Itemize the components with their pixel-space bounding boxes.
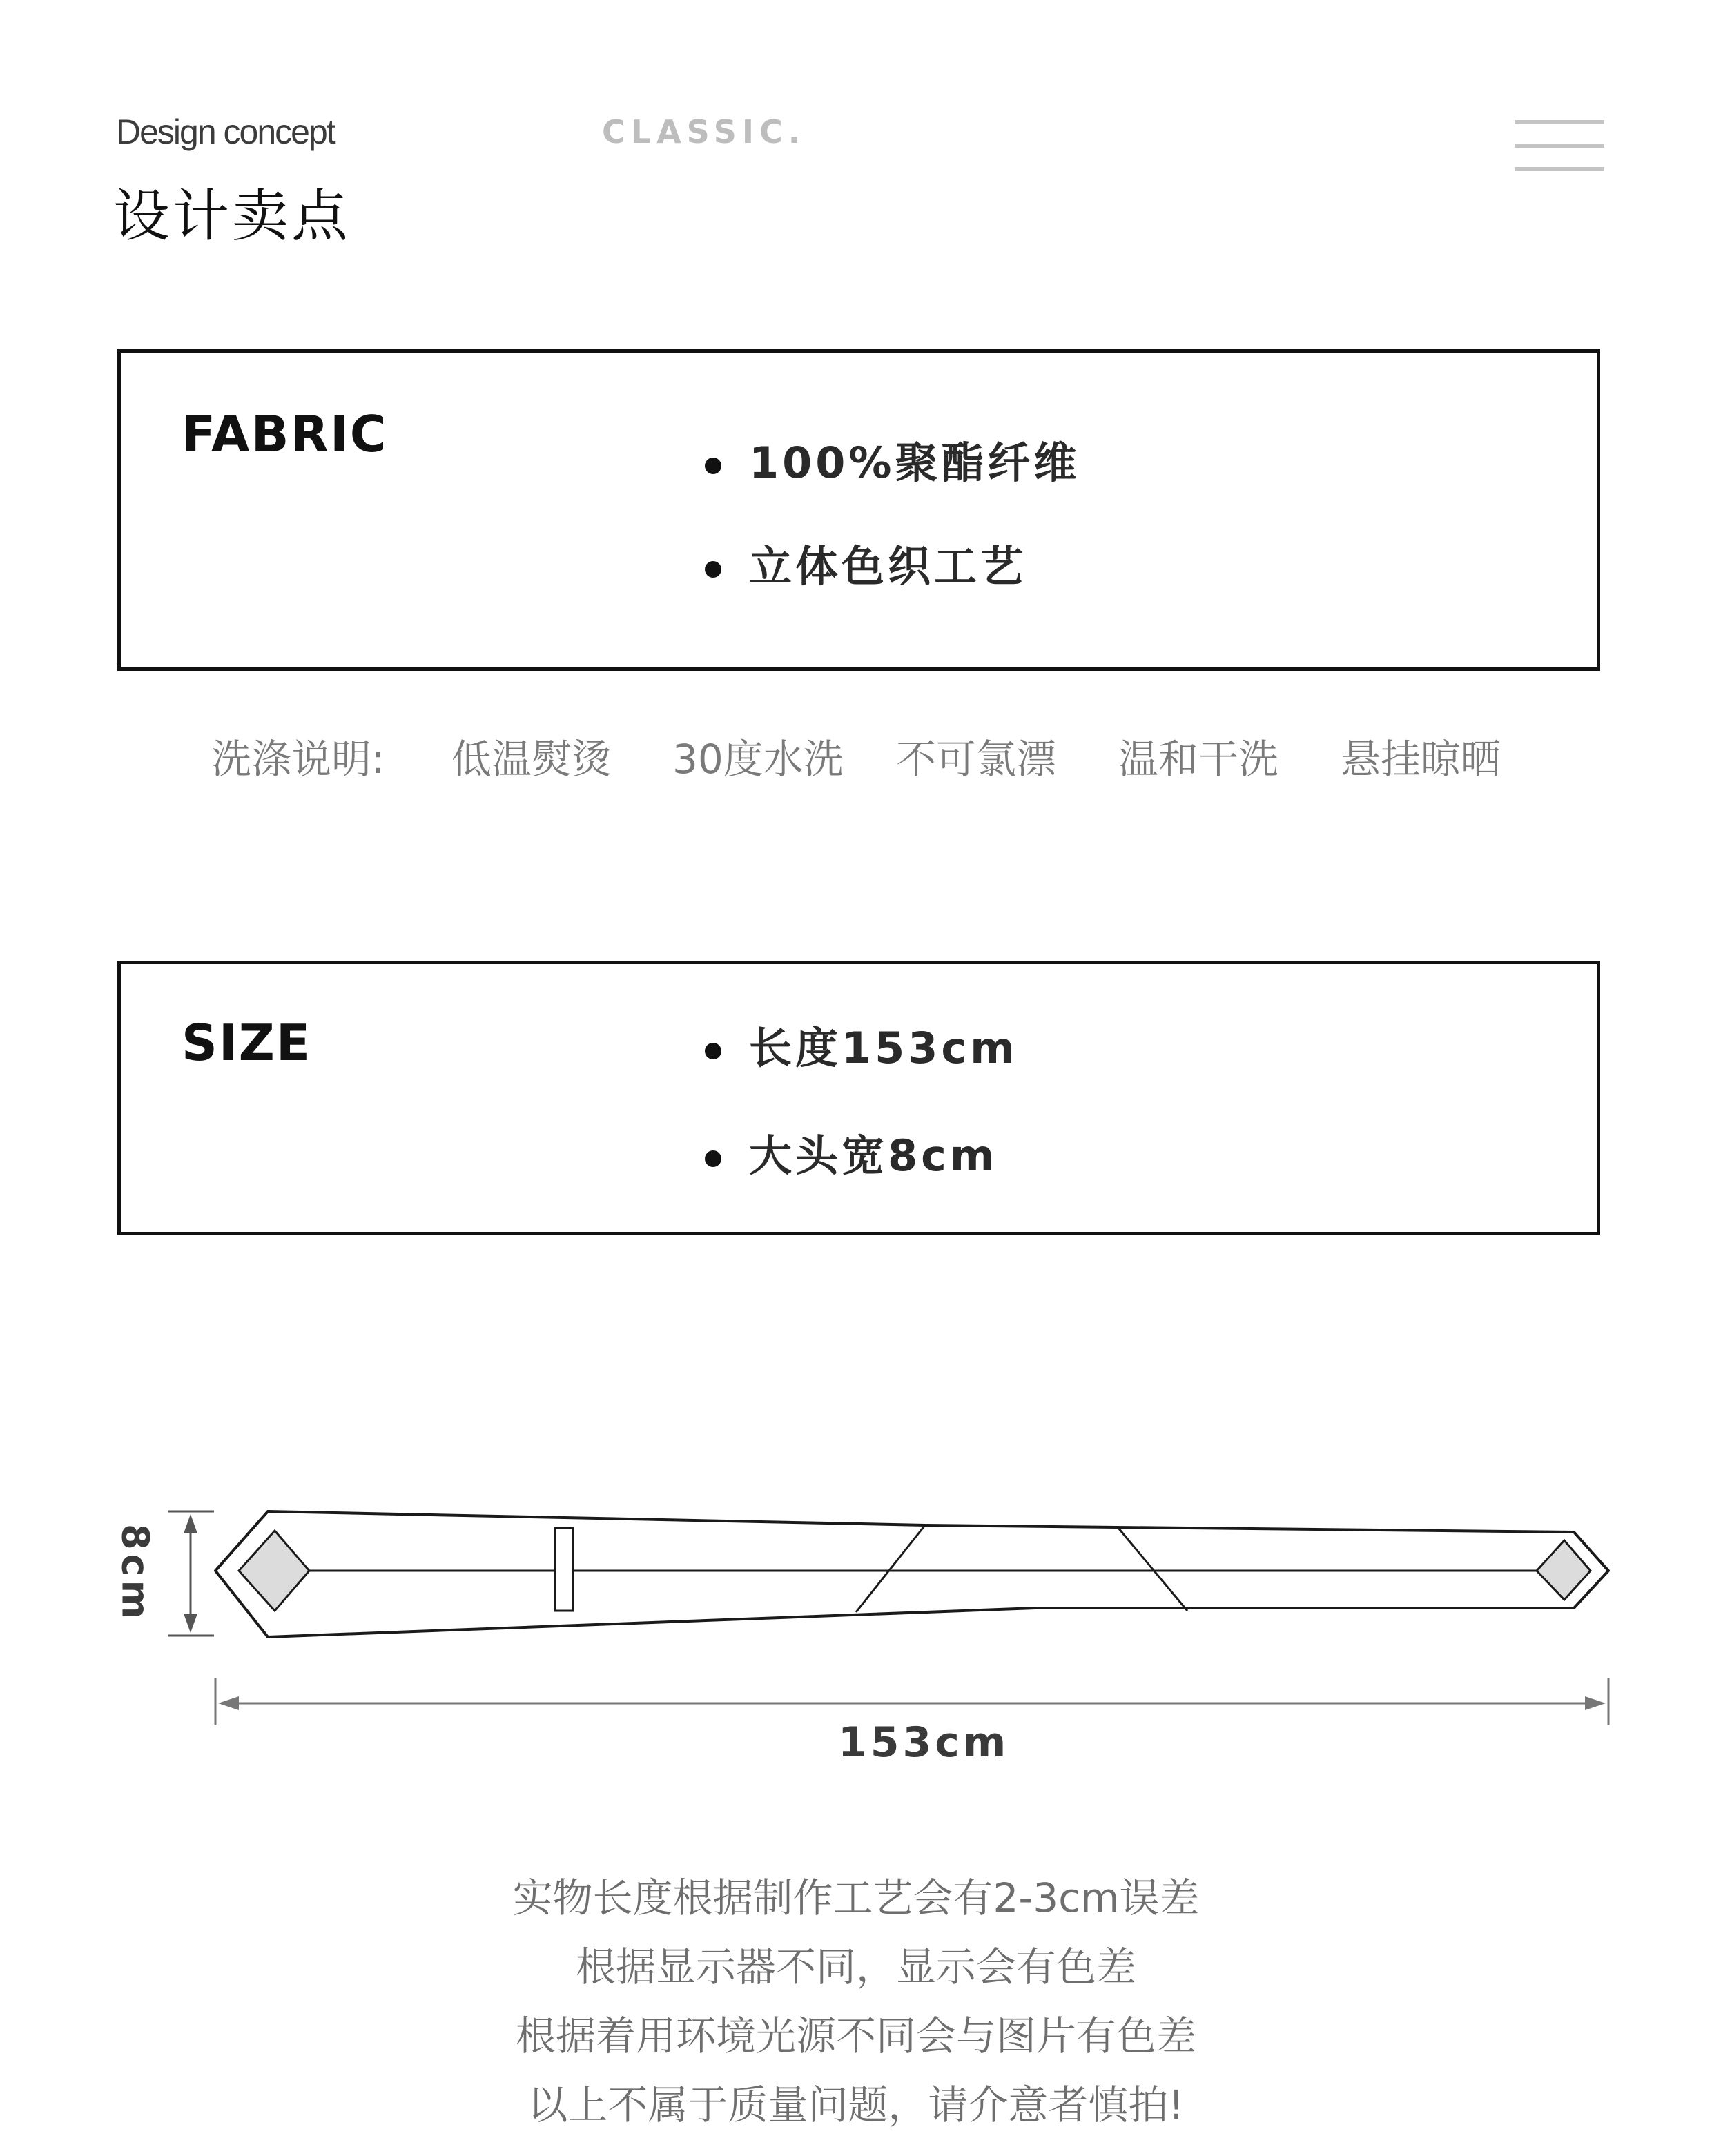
fabric-heading: FABRIC <box>182 405 388 463</box>
section-subtitle: Design concept <box>116 112 335 151</box>
care-item: 不可氯漂 <box>896 736 1057 783</box>
size-list <box>705 1022 1018 1182</box>
size-item <box>705 1022 1018 1075</box>
care-instructions <box>0 732 1712 787</box>
fabric-box <box>117 349 1600 671</box>
tie-keeper-loop <box>555 1528 573 1611</box>
size-item-text: 长度153cm <box>749 1023 1018 1073</box>
disclaimer-notes <box>0 1863 1712 2139</box>
tie-outline <box>215 1511 1608 1637</box>
size-box <box>117 961 1600 1235</box>
section-title: 设计卖点 <box>113 184 351 249</box>
bullet-icon <box>705 1043 721 1059</box>
bullet-icon <box>705 458 721 474</box>
note-line: 以上不属于质量问题，请介意者慎拍! <box>527 2081 1185 2128</box>
fabric-item <box>705 540 1080 593</box>
diagram-width-label: 8cm <box>113 1524 157 1623</box>
size-heading: SIZE <box>182 1014 312 1072</box>
menu-icon <box>1515 120 1604 171</box>
fabric-item <box>705 437 1080 489</box>
care-label: 洗涤说明: <box>211 736 385 783</box>
note-line: 根据显示器不同，显示会有色差 <box>575 1943 1136 1990</box>
brand-label: CLASSIC. <box>602 113 806 150</box>
note-line: 实物长度根据制作工艺会有2-3cm误差 <box>512 1874 1200 1921</box>
fabric-item-text: 100%聚酯纤维 <box>749 438 1080 488</box>
size-item <box>705 1130 1018 1182</box>
width-dimension-line <box>168 1511 214 1636</box>
size-item-text: 大头宽8cm <box>749 1130 998 1181</box>
fabric-list <box>705 437 1080 593</box>
bullet-icon <box>705 561 721 578</box>
diagram-length-label: 153cm <box>838 1718 1010 1767</box>
care-item: 低温熨烫 <box>451 736 612 783</box>
care-item: 温和干洗 <box>1118 736 1279 783</box>
fabric-item-text: 立体色织工艺 <box>749 541 1027 591</box>
care-item: 悬挂晾晒 <box>1341 736 1501 783</box>
note-line: 根据着用环境光源不同会与图片有色差 <box>515 2012 1196 2059</box>
bullet-icon <box>705 1150 721 1167</box>
care-item: 30度水洗 <box>672 736 844 783</box>
